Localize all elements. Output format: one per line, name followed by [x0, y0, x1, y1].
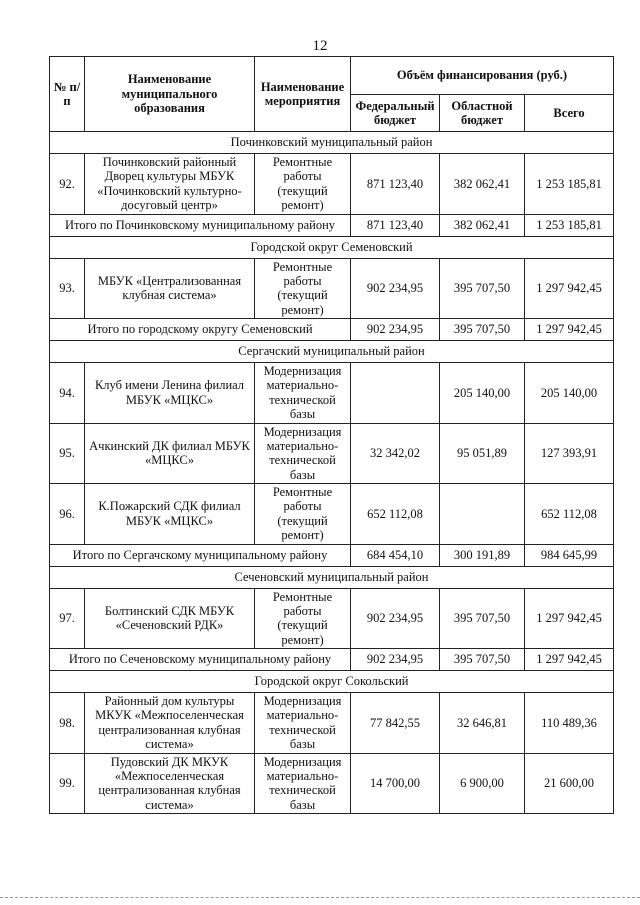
- header-municipality: Наименование муниципального образования: [85, 57, 255, 132]
- federal-amount: 902 234,95: [351, 258, 440, 319]
- section-row: [50, 671, 614, 693]
- municipality-name: Болтинский СДК МБУК «Сеченовский РДК»: [85, 588, 255, 649]
- municipality-name: Клуб имени Ленина филиал МБУК «МЦКС»: [85, 363, 255, 424]
- total-label: Итого по Сергачскому муниципальному району: [50, 544, 351, 566]
- total-amount: 205 140,00: [525, 363, 614, 424]
- section-row: [50, 341, 614, 363]
- table-row: [50, 258, 614, 319]
- table-body: [50, 132, 614, 814]
- section-title: Починковский муниципальный район: [50, 132, 614, 154]
- municipality-name: Ачкинский ДК филиал МБУК «МЦКС»: [85, 423, 255, 484]
- table-row: [50, 363, 614, 424]
- row-number: 97.: [50, 588, 85, 649]
- total-label: Итого по Починковскому муниципальному району: [50, 214, 351, 236]
- table-row: [50, 588, 614, 649]
- grand-total: 984 645,99: [525, 544, 614, 566]
- municipality-name: Починковский районный Дворец культуры МБУК «Починковский культурно-досуговый центр»: [85, 154, 255, 215]
- federal-total: 902 234,95: [351, 319, 440, 341]
- grand-total: 1 297 942,45: [525, 649, 614, 671]
- regional-amount: 205 140,00: [440, 363, 525, 424]
- total-row: [50, 544, 614, 566]
- federal-total: 871 123,40: [351, 214, 440, 236]
- table-row: [50, 693, 614, 754]
- section-title: Городской округ Семеновский: [50, 236, 614, 258]
- section-title: Сеченовский муниципальный район: [50, 566, 614, 588]
- table-row: [50, 154, 614, 215]
- total-amount: 1 253 185,81: [525, 154, 614, 215]
- event-name: Модернизация материально-технической базы: [255, 753, 351, 814]
- total-row: [50, 649, 614, 671]
- section-row: [50, 132, 614, 154]
- total-row: [50, 319, 614, 341]
- event-name: Ремонтные работы (текущий ремонт): [255, 588, 351, 649]
- total-row: [50, 214, 614, 236]
- row-number: 98.: [50, 693, 85, 754]
- table-row: [50, 423, 614, 484]
- table-row: [50, 753, 614, 814]
- section-row: [50, 236, 614, 258]
- municipality-name: Районный дом культуры МКУК «Межпоселенческая централизованная клубная система»: [85, 693, 255, 754]
- regional-total: 395 707,50: [440, 319, 525, 341]
- federal-amount: [351, 363, 440, 424]
- event-name: Модернизация материально-технической базы: [255, 423, 351, 484]
- row-number: 94.: [50, 363, 85, 424]
- page-edge-line: [0, 897, 640, 898]
- municipality-name: К.Пожарский СДК филиал МБУК «МЦКС»: [85, 484, 255, 545]
- regional-amount: 95 051,89: [440, 423, 525, 484]
- table-row: [50, 484, 614, 545]
- header-num: № п/п: [50, 57, 85, 132]
- event-name: Ремонтные работы (текущий ремонт): [255, 258, 351, 319]
- regional-amount: 6 900,00: [440, 753, 525, 814]
- row-number: 93.: [50, 258, 85, 319]
- total-label: Итого по Сеченовскому муниципальному району: [50, 649, 351, 671]
- section-title: Сергачский муниципальный район: [50, 341, 614, 363]
- total-label: Итого по городскому округу Семеновский: [50, 319, 351, 341]
- regional-total: 395 707,50: [440, 649, 525, 671]
- total-amount: 127 393,91: [525, 423, 614, 484]
- header-regional: Областной бюджет: [440, 95, 525, 132]
- federal-amount: 32 342,02: [351, 423, 440, 484]
- regional-amount: [440, 484, 525, 545]
- regional-total: 382 062,41: [440, 214, 525, 236]
- federal-total: 684 454,10: [351, 544, 440, 566]
- regional-amount: 32 646,81: [440, 693, 525, 754]
- event-name: Модернизация материально-технической базы: [255, 693, 351, 754]
- federal-amount: 14 700,00: [351, 753, 440, 814]
- regional-total: 300 191,89: [440, 544, 525, 566]
- federal-amount: 652 112,08: [351, 484, 440, 545]
- row-number: 96.: [50, 484, 85, 545]
- total-amount: 110 489,36: [525, 693, 614, 754]
- regional-amount: 382 062,41: [440, 154, 525, 215]
- grand-total: 1 297 942,45: [525, 319, 614, 341]
- row-number: 92.: [50, 154, 85, 215]
- regional-amount: 395 707,50: [440, 588, 525, 649]
- municipality-name: МБУК «Централизованная клубная система»: [85, 258, 255, 319]
- funding-table: [49, 56, 614, 814]
- federal-amount: 77 842,55: [351, 693, 440, 754]
- municipality-name: Пудовский ДК МКУК «Межпоселенческая централизованная клубная система»: [85, 753, 255, 814]
- section-title: Городской округ Сокольский: [50, 671, 614, 693]
- federal-amount: 902 234,95: [351, 588, 440, 649]
- page-number: 12: [312, 38, 328, 54]
- federal-amount: 871 123,40: [351, 154, 440, 215]
- federal-total: 902 234,95: [351, 649, 440, 671]
- table-header: [50, 57, 614, 132]
- row-number: 95.: [50, 423, 85, 484]
- header-funding: Объём финансирования (руб.): [351, 57, 614, 95]
- total-amount: 1 297 942,45: [525, 588, 614, 649]
- event-name: Ремонтные работы (текущий ремонт): [255, 484, 351, 545]
- row-number: 99.: [50, 753, 85, 814]
- header-total: Всего: [525, 95, 614, 132]
- total-amount: 652 112,08: [525, 484, 614, 545]
- regional-amount: 395 707,50: [440, 258, 525, 319]
- total-amount: 21 600,00: [525, 753, 614, 814]
- section-row: [50, 566, 614, 588]
- header-event: Наименование мероприятия: [255, 57, 351, 132]
- event-name: Модернизация материально-технической базы: [255, 363, 351, 424]
- grand-total: 1 253 185,81: [525, 214, 614, 236]
- total-amount: 1 297 942,45: [525, 258, 614, 319]
- header-federal: Федеральный бюджет: [351, 95, 440, 132]
- event-name: Ремонтные работы (текущий ремонт): [255, 154, 351, 215]
